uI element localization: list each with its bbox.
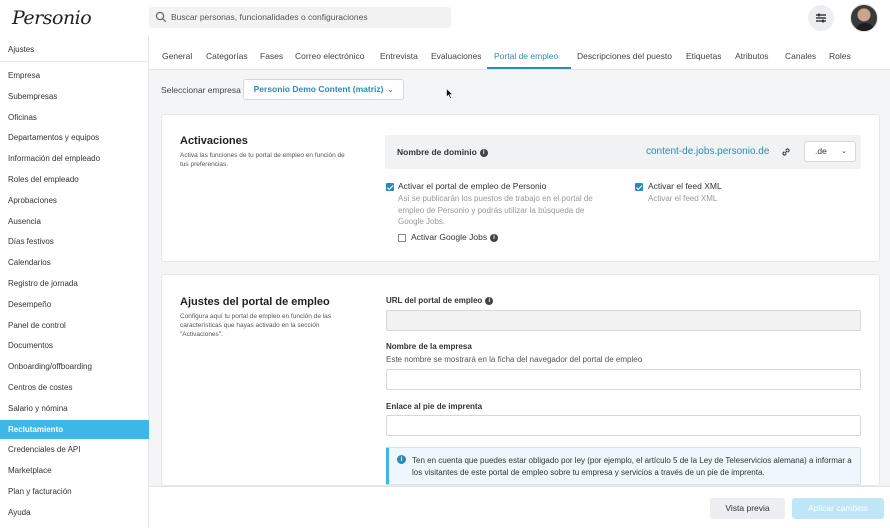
sidebar-item-registro-de-jornada[interactable]: Registro de jornada: [8, 279, 78, 288]
tab-atributos[interactable]: Atributos: [735, 51, 769, 61]
tab-correo-electronico[interactable]: Correo electrónico: [295, 51, 365, 61]
search-bar[interactable]: [149, 7, 451, 28]
settings-tabs: [149, 36, 890, 70]
career-page-label[interactable]: Activar el portal de empleo de Personio: [398, 181, 547, 191]
xml-feed-label[interactable]: Activar el feed XML: [648, 181, 722, 191]
activations-title: Activaciones: [180, 135, 248, 147]
sidebar-item-documentos[interactable]: Documentos: [8, 341, 53, 351]
sidebar-item-plan-y-facturacion[interactable]: Plan y facturación: [8, 487, 72, 496]
xml-feed-checkbox[interactable]: [635, 183, 643, 191]
active-tab-indicator: [487, 67, 571, 69]
activations-card: [161, 114, 880, 262]
domain-label-text: Nombre de dominio: [397, 147, 477, 157]
search-placeholder[interactable]: Buscar personas, funcionalidades o configuraciones: [171, 12, 368, 22]
sidebar-item-calendarios[interactable]: Calendarios: [8, 258, 51, 268]
sidebar-divider: [0, 61, 149, 62]
action-footer: [149, 486, 890, 528]
company-name-help: Este nombre se mostrará en la ficha del navegador del portal de empleo: [386, 355, 643, 364]
imprint-notice: [386, 447, 861, 485]
company-select-value: Personio Demo Content (matriz): [253, 84, 384, 94]
info-icon[interactable]: i: [485, 297, 493, 305]
sidebar-item-informacion-del-empleado[interactable]: Información del empleado: [8, 154, 101, 164]
filter-button[interactable]: [808, 5, 834, 31]
sidebar-item-centros-de-costes[interactable]: Centros de costes: [8, 383, 73, 392]
sidebar-item-dias-festivos[interactable]: Días festivos: [8, 237, 54, 247]
tab-portal-de-empleo[interactable]: Portal de empleo: [494, 51, 559, 61]
tab-canales[interactable]: Canales: [785, 51, 817, 61]
tab-etiquetas[interactable]: Etiquetas: [686, 51, 722, 61]
url-field-label-text: URL del portal de empleo: [386, 296, 483, 305]
career-page-help: Así se publicarán los puestos de trabajo en el portal de empleo de Personio y podrás utilizar la búsqueda de Google Jobs.: [398, 194, 593, 226]
sidebar-item-ausencia[interactable]: Ausencia: [8, 216, 41, 226]
sidebar-item-empresa[interactable]: Empresa: [8, 71, 41, 80]
company-select-label: Seleccionar empresa: [161, 85, 241, 95]
xml-feed-help: Activar el feed XML: [648, 194, 718, 203]
sidebar-item-ayuda[interactable]: Ayuda: [8, 507, 31, 517]
sidebar-item-subempresas[interactable]: Subempresas: [8, 91, 58, 101]
imprint-link-label: Enlace al pie de imprenta: [386, 402, 483, 411]
personio-logo[interactable]: Personio: [12, 7, 92, 29]
top-bar: [0, 0, 890, 36]
sidebar-title: Ajustes: [8, 45, 35, 54]
sidebar-item-desempeno[interactable]: Desempeño: [8, 299, 52, 309]
company-name-label: Nombre de la empresa: [386, 342, 472, 351]
sidebar-item-onboarding-offboarding[interactable]: Onboarding/offboarding: [8, 362, 92, 372]
domain-row: [385, 135, 861, 169]
tab-general[interactable]: General: [162, 51, 193, 61]
tld-select-value: .de: [815, 146, 827, 156]
tab-descripciones-del-puesto[interactable]: Descripciones del puesto: [577, 51, 672, 61]
imprint-link-field[interactable]: [386, 415, 861, 436]
company-name-field[interactable]: [386, 369, 861, 390]
tab-roles[interactable]: Roles: [829, 51, 851, 61]
sidebar-item-departamentos-y-equipos[interactable]: Departamentos y equipos: [8, 133, 100, 143]
chevron-down-icon: ⌄: [841, 148, 847, 155]
tab-evaluaciones[interactable]: Evaluaciones: [431, 51, 482, 61]
sidebar-item-credenciales-de-api[interactable]: Credenciales de API: [8, 445, 81, 455]
info-icon[interactable]: i: [480, 149, 488, 157]
google-jobs-label[interactable]: [411, 232, 498, 242]
google-jobs-checkbox[interactable]: [398, 234, 406, 242]
info-icon[interactable]: i: [490, 234, 498, 242]
tab-fases[interactable]: Fases: [260, 51, 284, 61]
career-page-settings-card: [161, 274, 880, 486]
url-field-label: [386, 296, 493, 305]
google-jobs-label-text: Activar Google Jobs: [411, 232, 488, 242]
search-icon: [155, 11, 167, 23]
chevron-down-icon: ⌄: [387, 87, 394, 94]
activations-description: Activa las funciones de tu portal de empleo en función de tus preferencias.: [180, 152, 345, 168]
company-select[interactable]: [243, 79, 404, 100]
tld-select[interactable]: [804, 141, 856, 162]
domain-label: [397, 147, 488, 157]
sidebar-item-aprobaciones[interactable]: Aprobaciones: [8, 195, 57, 205]
settings-description: Configura aquí tu portal de empleo en función de las características que hayas activado en la sección "Activaciones".: [180, 313, 332, 338]
tab-categorias[interactable]: Categorías: [206, 51, 248, 61]
sidebar-item-roles-del-empleado[interactable]: Roles del empleado: [8, 175, 79, 184]
sidebar-item-oficinas[interactable]: Oficinas: [8, 112, 37, 122]
user-avatar[interactable]: [850, 4, 878, 32]
sidebar-item-marketplace[interactable]: Marketplace: [8, 466, 52, 476]
sidebar-item-reclutamiento[interactable]: Reclutamiento: [0, 420, 149, 439]
link-icon[interactable]: [781, 147, 791, 157]
sliders-icon: [815, 12, 827, 24]
url-field[interactable]: [386, 310, 861, 331]
preview-button[interactable]: Vista previa: [710, 498, 785, 519]
imprint-notice-text: Ten en cuenta que puedes estar obligado por ley (por ejemplo, el artículo 5 de la Ley de Teleservicios alemana) a informar a los visitantes de este portal de empleo sobre tu empresa y servicios a través de un pie de imprenta.: [412, 456, 852, 477]
mouse-cursor-icon: [446, 88, 454, 100]
apply-changes-button[interactable]: Aplicar cambios: [792, 498, 884, 519]
domain-link[interactable]: content-de.jobs.personio.de: [646, 146, 770, 157]
settings-title: Ajustes del portal de empleo: [180, 296, 330, 308]
sidebar-item-salario-y-nomina[interactable]: Salario y nómina: [8, 403, 68, 413]
info-icon: i: [397, 455, 406, 464]
career-page-checkbox[interactable]: [386, 183, 394, 191]
settings-sidebar: [0, 36, 149, 528]
tab-entrevista[interactable]: Entrevista: [380, 51, 418, 61]
sidebar-item-panel-de-control[interactable]: Panel de control: [8, 320, 66, 330]
